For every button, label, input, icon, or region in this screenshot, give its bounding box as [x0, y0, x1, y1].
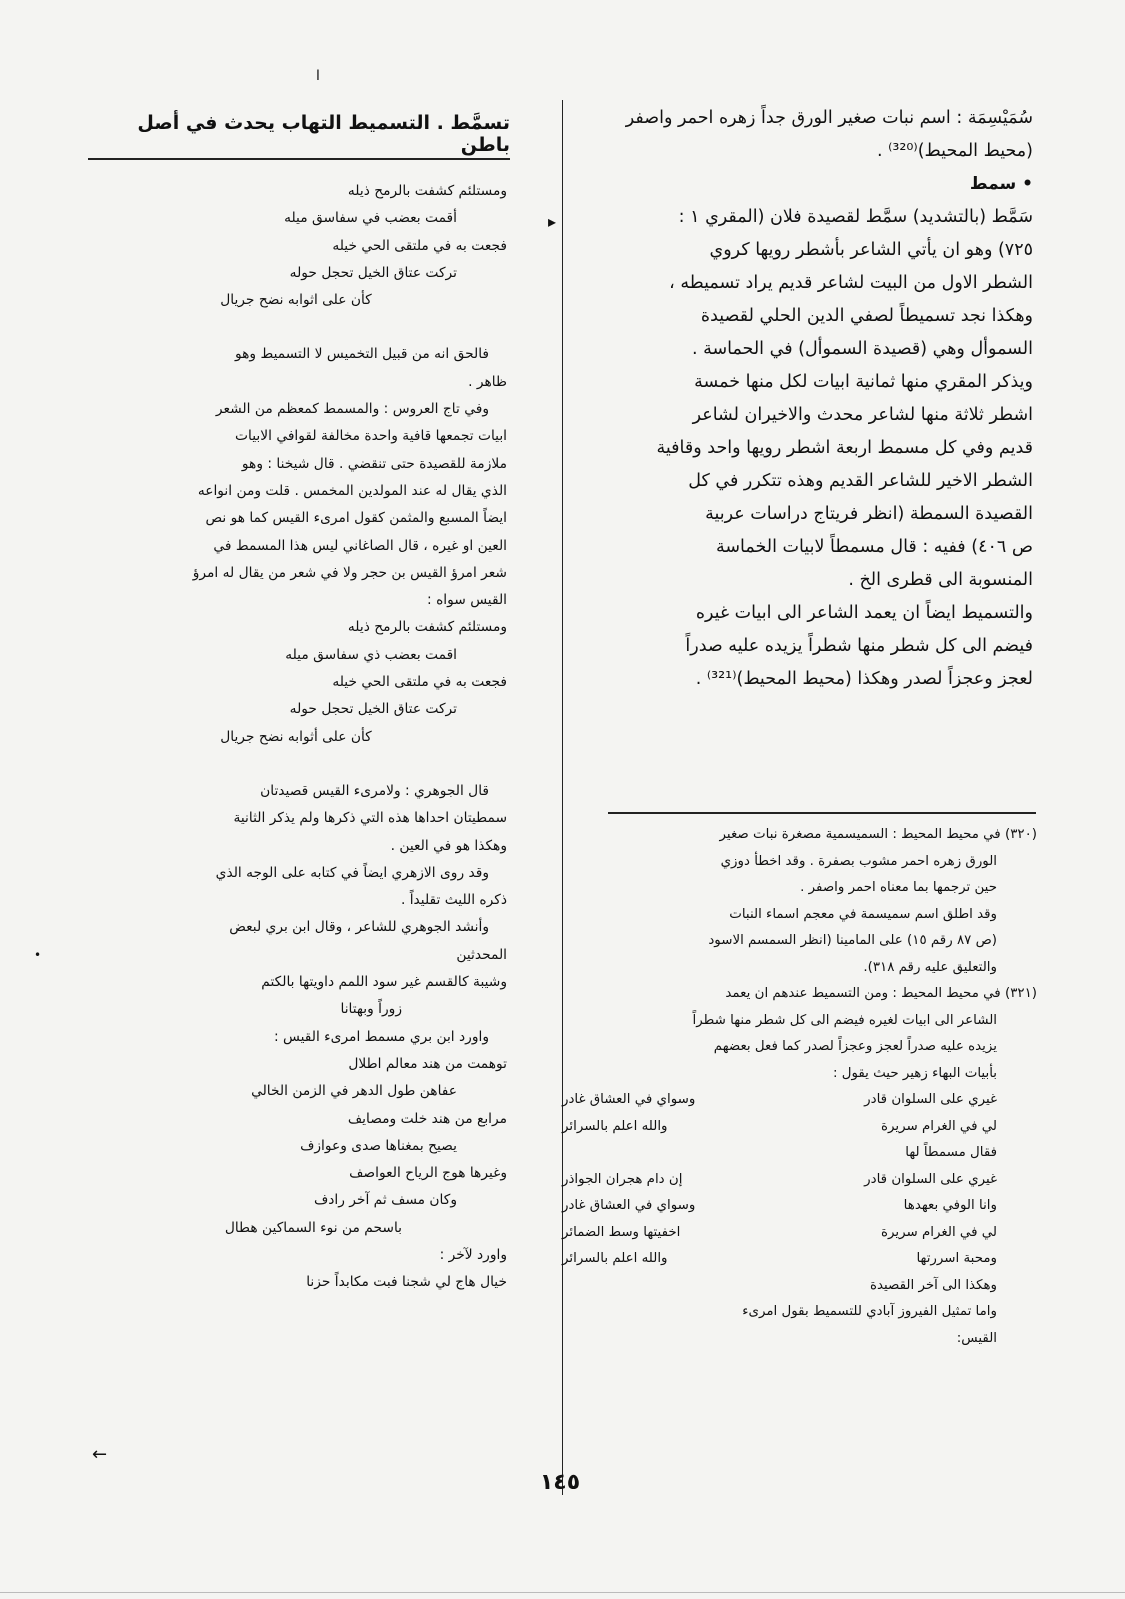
text-line: ابيات تجمعها قافية واحدة مخالفة لقوافي الابيات: [235, 428, 507, 445]
hemistich: والله اعلم بالسرائر: [562, 1118, 668, 1134]
hemistich: غيري على السلوان قادر: [864, 1092, 997, 1107]
text-line: المنسوبة الى قطرى الخ .: [848, 570, 1033, 590]
footnote-line: (٣٢٠) في محيط المحيط : السميسمية مصغرة نبات صغير: [719, 827, 1037, 842]
hemistich: وسواي في العشاق غادر: [562, 1092, 696, 1107]
footnote-line: (٣٢١) في محيط المحيط : ومن التسميط عندهم ان يعمد: [725, 986, 1037, 1001]
hemistich: لي في الغرام سريرة: [881, 1224, 997, 1240]
text-line: ظاهر .: [468, 373, 507, 390]
footnote-line: والتعليق عليه رقم ٣١٨).: [863, 959, 997, 975]
margin-mark: ▸: [548, 212, 557, 231]
text-line: فيضم الى كل شطر منها شطراً يزيده عليه صدراً: [685, 636, 1033, 656]
text-line: ٧٢٥) وهو ان يأتي الشاعر بأشطر رويها كروي: [709, 240, 1033, 260]
text-line: ملازمة للقصيدة حتى تنقضي . قال شيخنا : وهو: [241, 455, 507, 472]
page-mark: ا: [316, 68, 320, 84]
text-line: ص ٤٠٦) ففيه : قال مسمطاً لابيات الخماسة: [715, 537, 1033, 557]
verse-line: باسحم من نوء السماكين هطال: [224, 1219, 402, 1236]
verse-line: ومستلئم كشفت بالرمح ذيله: [347, 183, 507, 199]
poem-verse: [562, 1167, 1037, 1194]
margin-mark: •: [34, 948, 42, 962]
entry-text: [558, 102, 1033, 696]
right-column: [558, 102, 1033, 696]
text-line: ذكره الليث تقليداً .: [400, 892, 507, 909]
running-head-row: [88, 104, 510, 156]
text-line: والتسميط ايضاً ان يعمد الشاعر الى ابيات غيره: [695, 603, 1033, 623]
text-line: سَمَّط (بالتشديد) سمَّط لقصيدة فلان (المقري ١ :: [678, 207, 1033, 227]
text-line: سُمَيْسِمَة : اسم نبات صغير الورق جداً زهره احمر واصفر: [625, 108, 1033, 128]
text-line: الذي يقال له عند المولدين المخمس . قلت ومن انواعه: [197, 482, 507, 499]
text-line: ويذكر المقري منها ثمانية ابيات لكل منها خمسة: [694, 372, 1033, 392]
verse-line: مرابع من هند خلت ومصايف: [347, 1110, 507, 1127]
verse-line: ومستلئم كشفت بالرمح ذيله: [347, 619, 507, 636]
text-line: شعر امرؤ القيس بن حجر ولا في شعر من يقال له امرؤ: [192, 564, 507, 581]
footnote-line: الشاعر الى ابيات لغيره فيضم الى كل شطر منها شطراً: [692, 1012, 997, 1028]
text-line: اشطر ثلاثة منها لشاعر محدث والاخيران لشاعر: [692, 405, 1033, 425]
verse-line: فجعت به في ملتقى الحي خيله: [332, 237, 507, 254]
footnotes: [562, 822, 1037, 1352]
verse-line: أقمت بعضب في سفاسق ميله: [284, 210, 457, 227]
poem-verse: [562, 1114, 1037, 1141]
text-line: فالحق انه من قبيل التخميس لا التسميط وهو: [235, 346, 489, 363]
hemistich: ومحبة اسررتها: [916, 1251, 997, 1266]
text-line: الشطر الاخير للشاعر القديم وهذه تتكرر في كل: [688, 471, 1033, 491]
verse-line: عفاهن طول الدهر في الزمن الخالي: [251, 1083, 457, 1100]
running-head: تسمَّط . التسميط التهاب يحدث في أصل باطن: [137, 112, 510, 156]
hemistich: والله اعلم بالسرائر: [562, 1251, 668, 1266]
verse-line: زوراً وبهتانا: [340, 1001, 402, 1018]
verse-line: فجعت به في ملتقى الحي خيله: [332, 674, 507, 691]
footnote-line: فقال مسمطاً لها: [905, 1145, 997, 1160]
footnote-line: يزيده عليه صدراً لعجز وعجزاً لصدر كما فعل بعضهم: [713, 1039, 997, 1054]
verse-line: توهمت من هند معالم اطلال: [348, 1055, 507, 1072]
header-rule: [88, 158, 510, 160]
text-line: وقد روى الازهري ايضاً في كتابه على الوجه الذي: [215, 864, 489, 881]
footnote-line: واما تمثيل الفيروز آبادي للتسميط بقول امرىء: [742, 1304, 997, 1319]
text-line: القيس سواه :: [427, 592, 507, 609]
verse-line: تركت عتاق الخيل تحجل حوله: [289, 264, 457, 281]
hemistich: اخفيتها وسط الضمائر: [562, 1224, 681, 1240]
text-line: وأنشد الجوهري للشاعر ، وقال ابن بري لبعض: [229, 919, 489, 936]
verse-line: اقمت بعضب ذي سفاسق ميله: [285, 646, 457, 663]
hemistich: وانا الوفي بعهدها: [903, 1198, 997, 1213]
verse-line: وشيبة كالقسم غير سود اللمم داويتها بالكتم: [261, 974, 507, 991]
footnote-line: وقد اطلق اسم سميسمة في معجم اسماء النبات: [729, 906, 997, 922]
text-line: (محيط المحيط)⁽³²⁰⁾ .: [876, 141, 1033, 161]
verse-line: تركت عتاق الخيل تحجل حوله: [289, 701, 457, 718]
continuation-arrow-icon: ←: [92, 1444, 108, 1465]
verse-line: وغيرها هوج الرياح العواصف: [349, 1165, 507, 1182]
verse-line: كأن على اثوابه نضح جريال: [220, 292, 372, 309]
text-line: الشطر الاول من البيت لشاعر قديم يراد تسميطه ،: [669, 273, 1033, 293]
text-line: قال الجوهري : ولامرىء القيس قصيدتان: [260, 782, 489, 799]
poem-verse: [562, 1193, 1037, 1220]
footnote-line: الورق زهره احمر مشوب بصفرة . وقد اخطأ دوزي: [720, 853, 997, 869]
verse-line: يصيح بمغناها صدى وعوازف: [300, 1137, 457, 1154]
text-line: ايضاً المسبع والمثمن كقول امرىء القيس كما هو نص: [205, 510, 507, 527]
footnote-line: حين ترجمها بما معناه احمر واصفر .: [800, 880, 997, 895]
poem-verse: [562, 1220, 1037, 1247]
text-line: لعجز وعجزاً لصدر وهكذا (محيط المحيط)⁽³²¹⁾ .: [695, 669, 1033, 689]
hemistich: إن دام هجران الجواذر: [562, 1171, 683, 1187]
text-line: وفي تاج العروس : والمسمط كمعظم من الشعر: [215, 401, 489, 418]
text-line: واورد لآخر :: [439, 1246, 507, 1263]
text-line: وهكذا هو في العين .: [390, 837, 507, 854]
left-column: [85, 178, 507, 1297]
hemistich: وسواي في العشاق غادر: [562, 1198, 696, 1213]
text-line: السموأل وهي (قصيدة السموأل) في الحماسة .: [691, 339, 1033, 359]
text-line: وهكذا نجد تسميطاً لصفي الدين الحلي لقصيدة: [700, 306, 1033, 326]
spacer: [85, 751, 507, 778]
footnote-line: بأبيات البهاء زهير حيث يقول :: [832, 1065, 997, 1081]
footnote-line: القيس:: [956, 1330, 997, 1346]
text-line: القصيدة السمطة (انظر فريتاج دراسات عربية: [705, 504, 1033, 524]
scan-edge-line: [0, 1592, 1125, 1593]
spacer: [85, 314, 507, 341]
footnote-line: وهكذا الى آخر القصيدة: [869, 1277, 997, 1293]
text-line: قديم وفي كل مسمط اربعة اشطر رويها واحد وقافية: [656, 438, 1033, 458]
text-line: المحدثين: [456, 946, 507, 963]
text-line: واورد ابن بري مسمط امرىء القيس :: [273, 1028, 489, 1045]
page-number: ١٤٥: [539, 1470, 581, 1495]
hemistich: لي في الغرام سريرة: [881, 1118, 997, 1134]
footnote-rule: [608, 812, 1036, 814]
verse-line: وكان مسف ثم آخر رادف: [313, 1192, 457, 1209]
entry-heading: • سمط: [969, 174, 1033, 194]
hemistich: غيري على السلوان قادر: [864, 1171, 997, 1187]
text-line: العين او غيره ، قال الصاغاني ليس هذا المسمط في: [213, 537, 507, 554]
verse-line: كأن على أثوابه نضح جريال: [220, 728, 372, 745]
poem-verse: [562, 1246, 1037, 1273]
poem-verse: [562, 1087, 1037, 1114]
footnote-line: (ص ٨٧ رقم ١٥) على المامينا (انظر السمسم الاسود: [708, 933, 997, 948]
verse-line: خيال هاج لي شجنا فبت مكابداً حزنا: [306, 1274, 507, 1291]
text-line: سمطيتان احداها هذه التي ذكرها ولم يذكر الثانية: [233, 810, 507, 827]
